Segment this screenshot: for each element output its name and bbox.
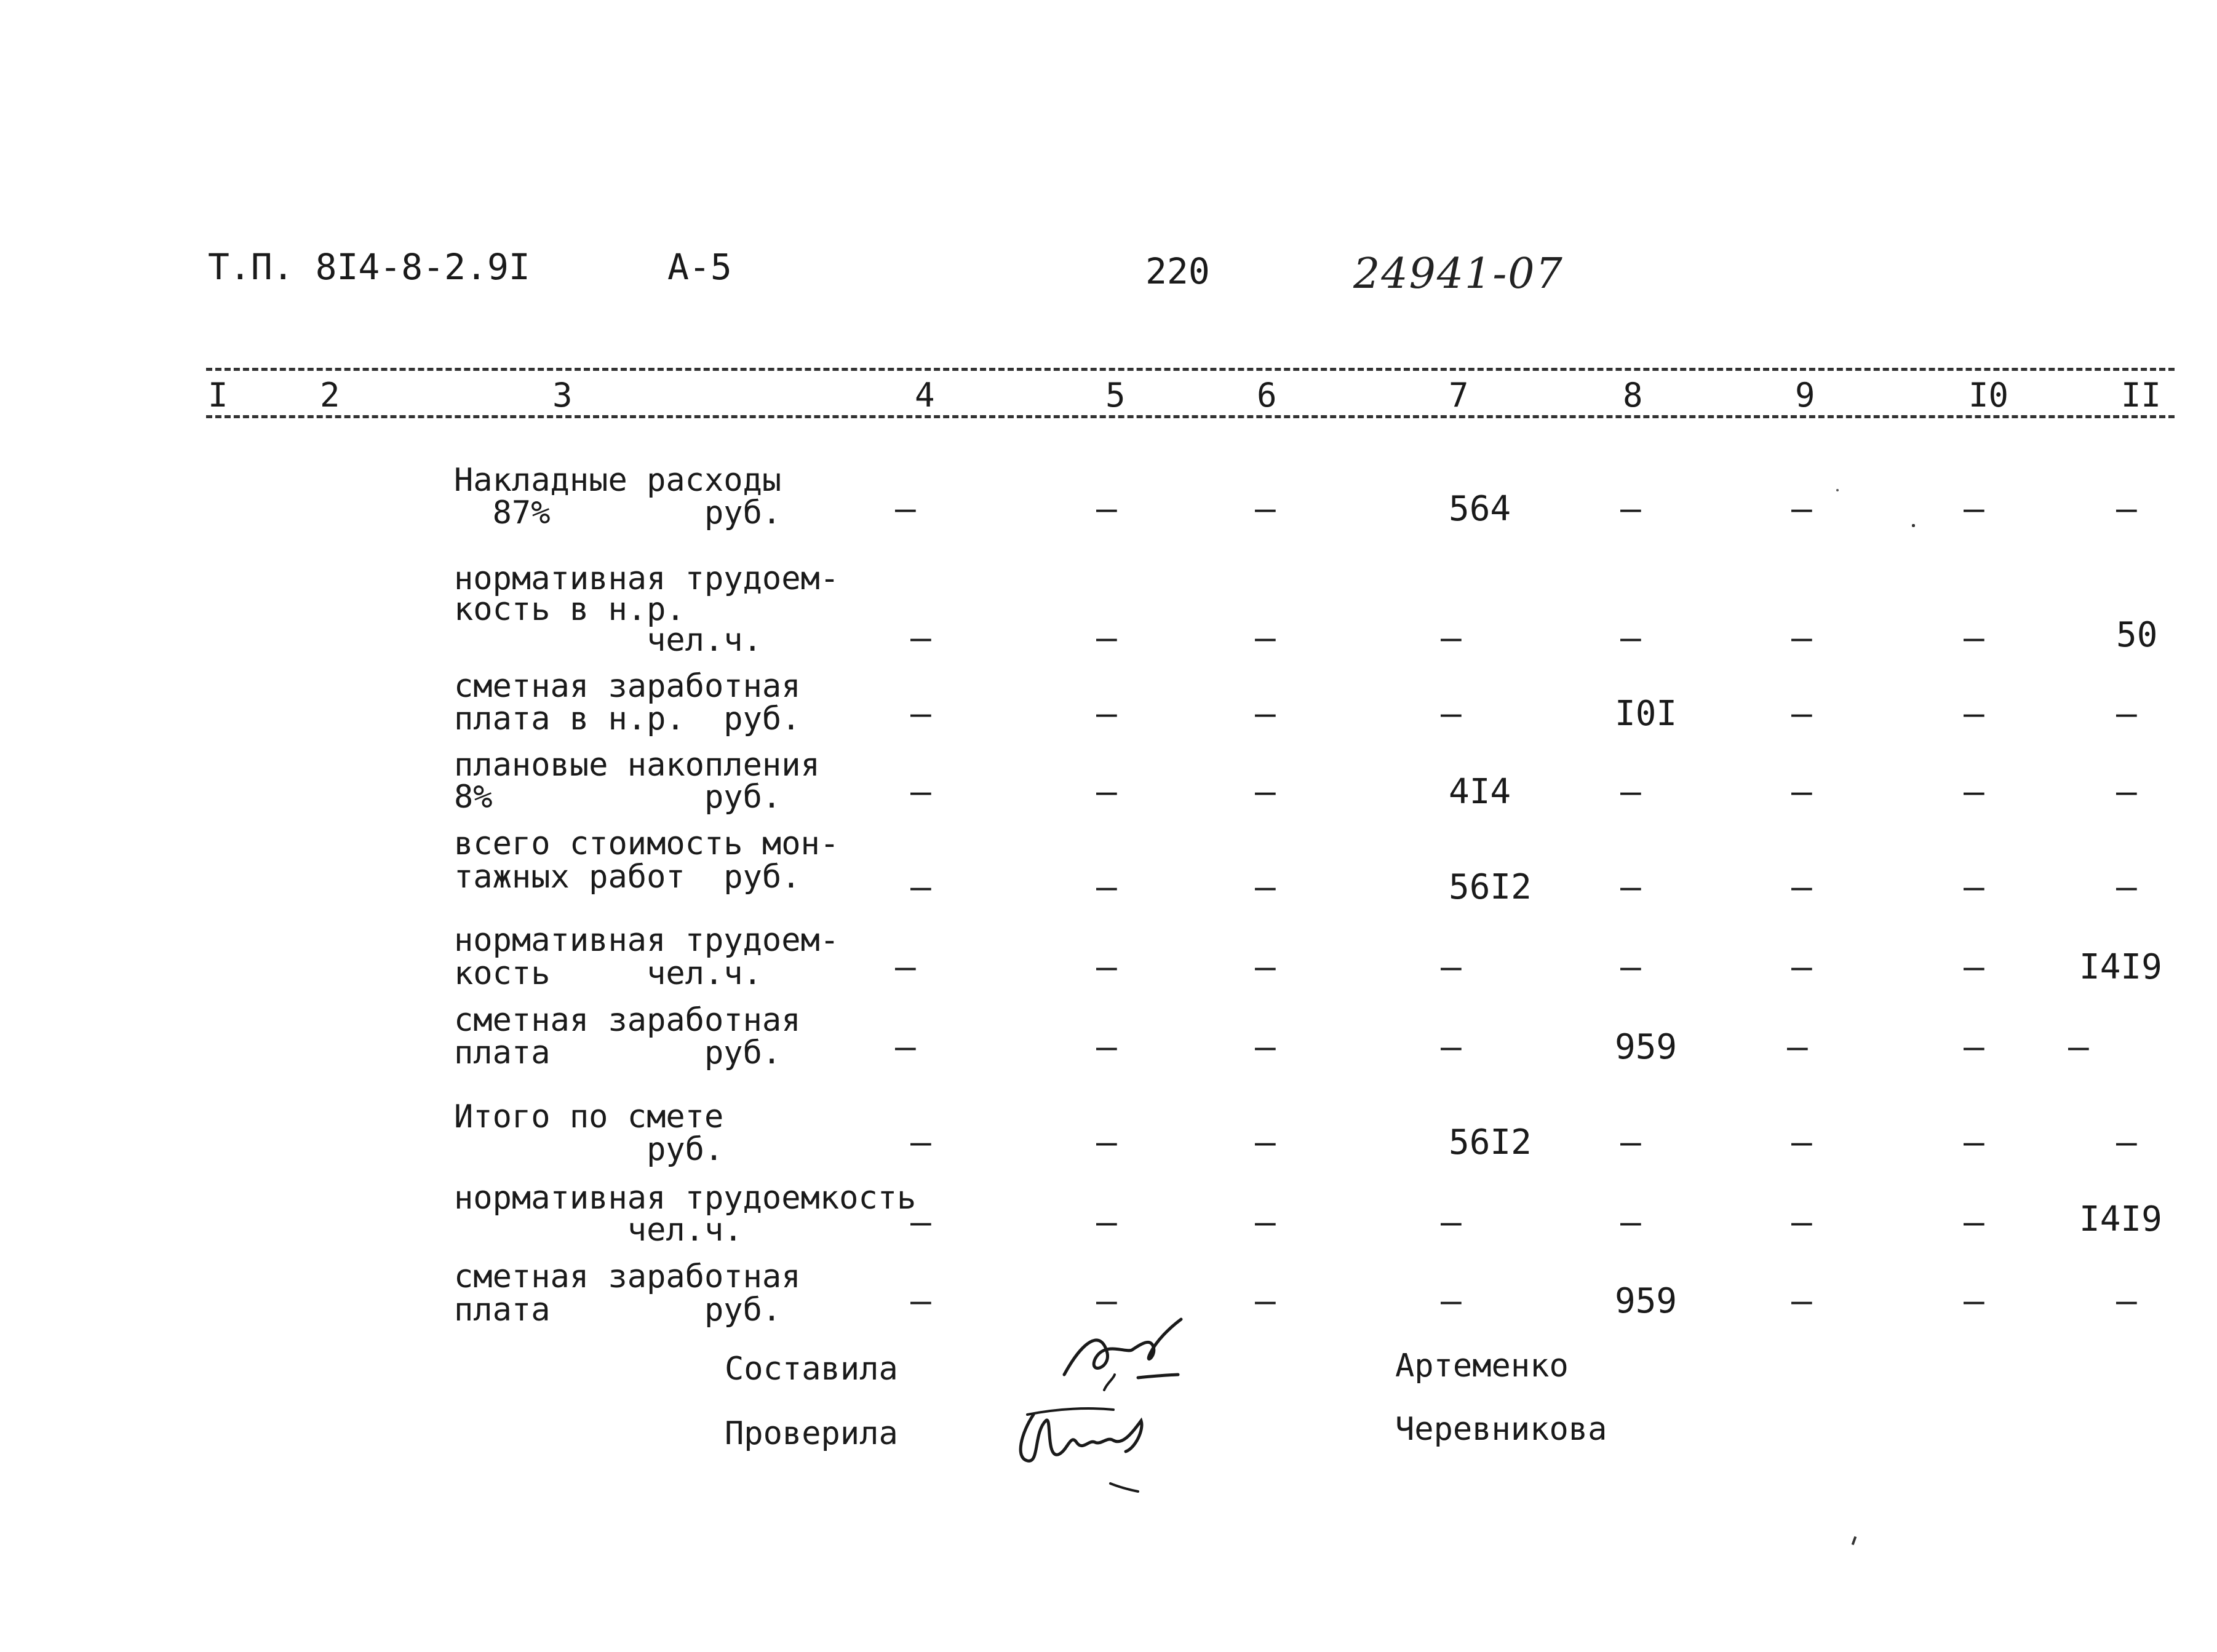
cell-value: – <box>1791 867 1812 907</box>
cell-value: – <box>1620 489 1641 529</box>
row-label-line: сметная заработная <box>454 1258 801 1295</box>
cell-value: – <box>1255 772 1276 812</box>
cell-value: – <box>1964 618 1984 658</box>
column-number: 8 <box>1623 376 1643 415</box>
cell-value: – <box>2116 867 2137 907</box>
row-label-line: руб. <box>454 1131 724 1168</box>
cell-value: – <box>1964 772 1984 812</box>
cell-value: 56I2 <box>1449 867 1532 907</box>
cell-value: – <box>1791 1202 1812 1242</box>
cell-value: – <box>1441 947 1462 987</box>
cell-value: – <box>1791 772 1812 812</box>
row-label-line: нормативная трудоем- <box>454 922 840 959</box>
cell-value: – <box>910 772 931 812</box>
cell-value: – <box>910 618 931 658</box>
cell-value: – <box>1096 772 1117 812</box>
checked-by-name: Черевникова <box>1395 1411 1607 1448</box>
compiled-by-label: Составила <box>725 1351 898 1388</box>
cell-value: – <box>1620 1202 1641 1242</box>
handwritten-signature-compiled <box>1046 1316 1206 1396</box>
cell-value: I4I9 <box>2079 947 2162 987</box>
cell-value: – <box>1096 947 1117 987</box>
cell-value: – <box>895 489 916 529</box>
column-number: 4 <box>915 376 935 415</box>
compiled-by-name: Артеменко <box>1395 1348 1569 1384</box>
cell-value: 56I2 <box>1449 1122 1532 1162</box>
table-bottom-rule <box>206 415 2175 418</box>
column-number: 6 <box>1257 376 1277 415</box>
cell-value: – <box>910 1122 931 1162</box>
cell-value: – <box>910 867 931 907</box>
cell-value: 959 <box>1615 1281 1678 1321</box>
cell-value: – <box>1620 618 1641 658</box>
cell-value: – <box>1441 618 1462 658</box>
row-label-line: Итого по смете <box>454 1098 724 1135</box>
cell-value: – <box>2116 1281 2137 1321</box>
cell-value: – <box>1096 694 1117 734</box>
cell-value: – <box>1620 947 1641 987</box>
row-label-line: кость чел.ч. <box>454 955 762 992</box>
cell-value: – <box>2116 772 2137 812</box>
column-number: I0 <box>1968 376 2009 415</box>
cell-value: – <box>1791 947 1812 987</box>
cell-value: – <box>1964 1202 1984 1242</box>
cell-value: – <box>1620 867 1641 907</box>
table-top-rule <box>206 368 2175 371</box>
row-label-line: чел.ч. <box>454 622 762 659</box>
row-label-line: нормативная трудоемкость <box>454 1180 917 1217</box>
cell-value: – <box>910 694 931 734</box>
cell-value: – <box>1255 1027 1276 1067</box>
row-label-line: 8% руб. <box>454 779 782 816</box>
cell-value: – <box>1255 489 1276 529</box>
cell-value: – <box>1441 1027 1462 1067</box>
row-label-line: нормативная трудоем- <box>454 560 840 597</box>
cell-value: – <box>1964 1027 1984 1067</box>
row-label-line: всего стоимость мон- <box>454 825 840 862</box>
doc-number: Т.П. 8I4-8-2.9I <box>208 246 530 288</box>
row-label-line: сметная заработная <box>454 668 801 705</box>
cell-value: 50 <box>2116 615 2158 655</box>
row-label-line: плановые накопления <box>454 747 820 784</box>
cell-value: – <box>1964 947 1984 987</box>
row-label-line: тажных работ руб. <box>454 859 801 895</box>
column-number: 9 <box>1795 376 1815 415</box>
cell-value: – <box>1791 1122 1812 1162</box>
cell-value: – <box>1441 1202 1462 1242</box>
cell-value: – <box>1964 1122 1984 1162</box>
cell-value: 4I4 <box>1449 772 1511 812</box>
cell-value: 564 <box>1449 489 1511 529</box>
cell-value: – <box>895 1027 916 1067</box>
cell-value: – <box>1441 694 1462 734</box>
cell-value: – <box>1964 694 1984 734</box>
cell-value: – <box>1787 1027 1808 1067</box>
cell-value: – <box>1964 1281 1984 1321</box>
cell-value: – <box>1620 1122 1641 1162</box>
cell-value: – <box>1255 947 1276 987</box>
album-code: А-5 <box>667 246 732 288</box>
scan-speck <box>1852 1536 1857 1546</box>
cell-value: – <box>910 1202 931 1242</box>
cell-value: – <box>1096 1202 1117 1242</box>
cell-value: – <box>1791 618 1812 658</box>
cell-value: – <box>1096 489 1117 529</box>
row-label-line: плата руб. <box>454 1292 782 1328</box>
cell-value: – <box>1964 489 1984 529</box>
row-label-line: 87% руб. <box>454 494 782 531</box>
cell-value: – <box>1255 1122 1276 1162</box>
cell-value: – <box>1255 1281 1276 1321</box>
cell-value: – <box>1791 694 1812 734</box>
cell-value: – <box>2116 489 2137 529</box>
row-label-line: плата руб. <box>454 1034 782 1071</box>
column-number: II <box>2121 376 2162 415</box>
cell-value: – <box>1255 1202 1276 1242</box>
cell-value: – <box>2116 1122 2137 1162</box>
cell-value: – <box>910 1281 931 1321</box>
column-number: 3 <box>552 376 573 415</box>
column-number: 5 <box>1105 376 1126 415</box>
cell-value: – <box>1255 694 1276 734</box>
cell-value: – <box>1620 772 1641 812</box>
row-label-line: сметная заработная <box>454 1002 801 1039</box>
row-label-line: кость в н.р. <box>454 591 685 628</box>
cell-value: I4I9 <box>2079 1199 2162 1239</box>
cell-value: I0I <box>1615 694 1678 734</box>
cell-value: – <box>1791 1281 1812 1321</box>
cell-value: – <box>1096 867 1117 907</box>
column-number: 2 <box>320 376 340 415</box>
handwritten-signature-checked <box>1009 1396 1181 1501</box>
cell-value: – <box>1964 867 1984 907</box>
row-label-line: чел.ч. <box>454 1212 743 1249</box>
cell-value: – <box>2116 694 2137 734</box>
cell-value: – <box>1791 489 1812 529</box>
scan-speck <box>1912 524 1915 527</box>
cell-value: – <box>2068 1027 2089 1067</box>
cell-value: – <box>1096 1122 1117 1162</box>
cell-value: – <box>1096 618 1117 658</box>
row-label-line: плата в н.р. руб. <box>454 701 801 737</box>
cell-value: – <box>1441 1281 1462 1321</box>
row-label-line: Накладные расходы <box>454 462 782 499</box>
archive-number: 24941-07 <box>1353 250 1564 298</box>
cell-value: – <box>895 947 916 987</box>
page-number: 220 <box>1145 250 1210 292</box>
cell-value: – <box>1096 1281 1117 1321</box>
checked-by-label: Проверила <box>725 1415 898 1452</box>
cell-value: 959 <box>1615 1027 1678 1067</box>
scan-speck <box>1836 489 1839 491</box>
cell-value: – <box>1096 1027 1117 1067</box>
column-number: I <box>208 376 228 415</box>
cell-value: – <box>1255 618 1276 658</box>
column-number: 7 <box>1449 376 1469 415</box>
cell-value: – <box>1255 867 1276 907</box>
